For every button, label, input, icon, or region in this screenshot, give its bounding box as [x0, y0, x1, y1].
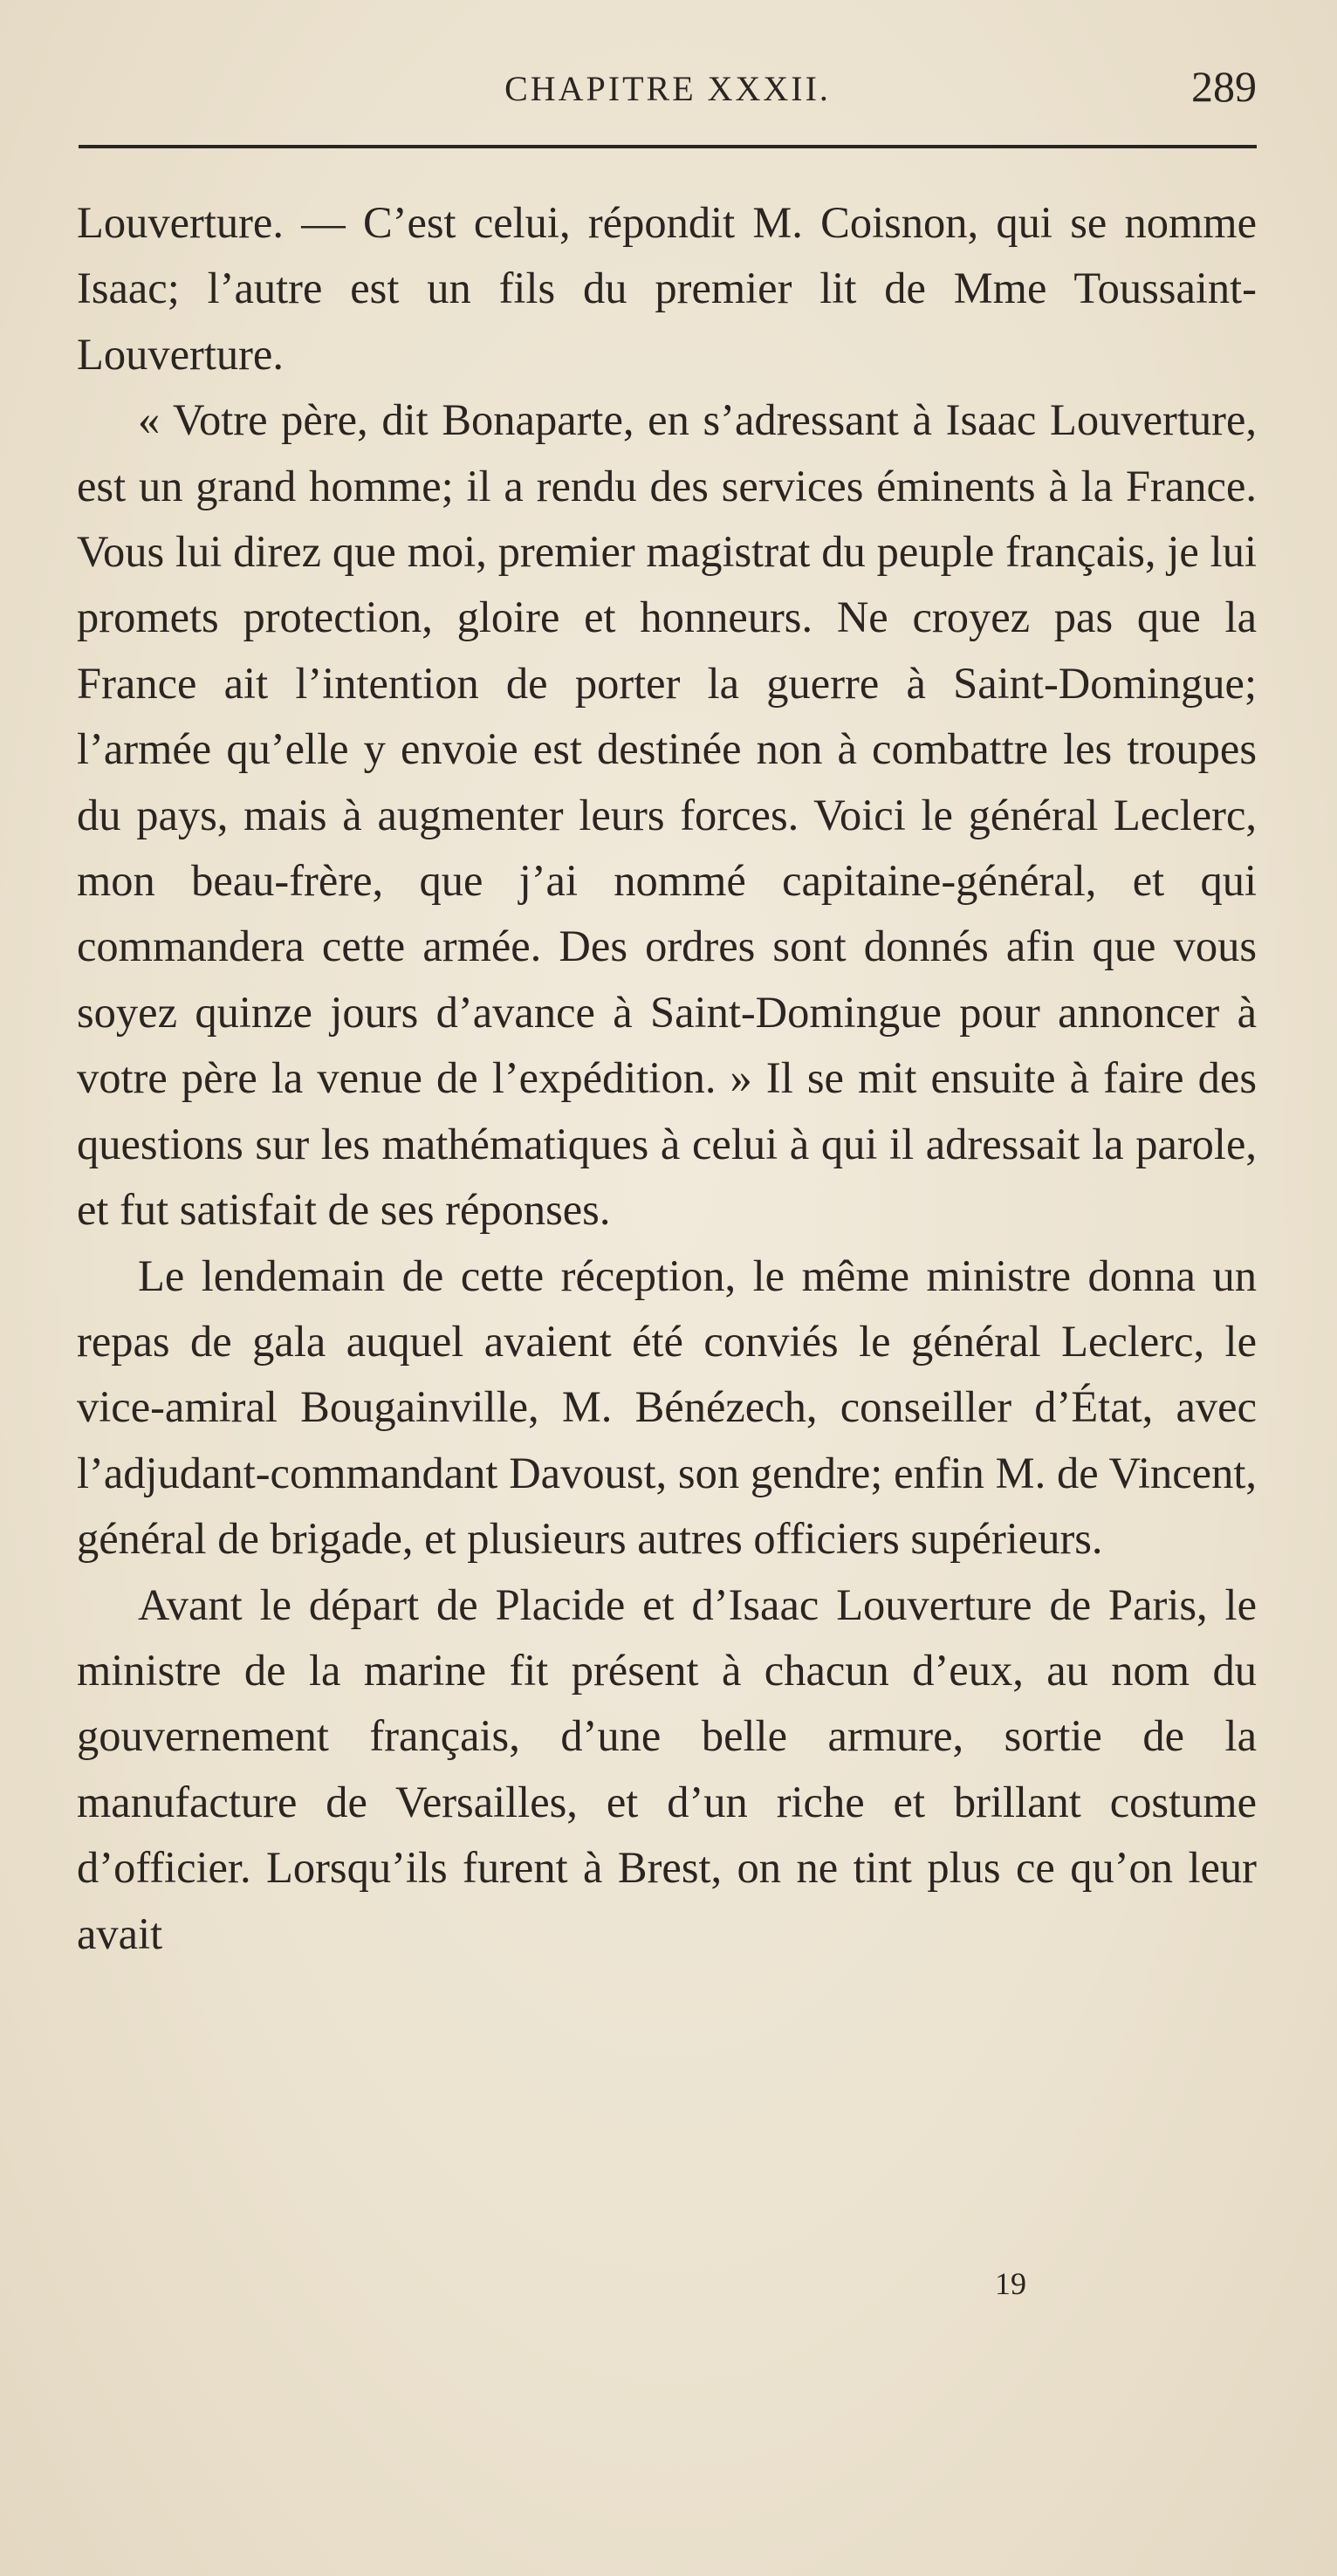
page-header	[79, 61, 1257, 113]
body-text	[77, 190, 1257, 1967]
paragraph-4: Avant le départ de Placide et d’Isaac Louverture de Paris, le ministre de la marine fit présent à chacun d’eux, au nom du gouvernement français, d’une belle armure, sortie de la manufacture de Versailles, et d’un riche et brillant costume d’officier. Lorsqu’ils furent à Brest, on ne tint plus ce qu’on leur avait	[77, 1579, 1257, 1958]
paragraph-1: Louverture. — C’est celui, répondit M. Coisnon, qui se nomme Isaac; l’autre est un fils du premier lit de Mme Toussaint-Louverture.	[77, 198, 1257, 379]
header-rule	[79, 145, 1257, 148]
signature-mark: 19	[995, 2266, 1026, 2301]
running-head: CHAPITRE XXXII.	[504, 69, 831, 108]
paragraph-3: Le lendemain de cette réception, le même ministre donna un repas de gala auquel avaient été conviés le général Leclerc, le vice-amiral Bougainville, M. Bénézech, conseiller d’État, avec l’adjudant-commandant Davoust, son gendre; enfin M. de Vincent, général de brigade, et plusieurs autres officiers supérieurs.	[77, 1250, 1257, 1564]
paragraph-2: « Votre père, dit Bonaparte, en s’adressant à Isaac Louverture, est un grand homme; il a rendu des services éminents à la France. Vous lui direz que moi, premier magistrat du peuple français, je lui promets protection, gloire et honneurs. Ne croyez pas que la France ait l’intention de porter la guerre à Saint-Domingue; l’armée qu’elle y envoie est destinée non à combattre les troupes du pays, mais à augmenter leurs forces. Voici le général Leclerc, mon beau-frère, que j’ai nommé capitaine-général, et qui commandera cette armée. Des ordres sont donnés afin que vous soyez quinze jours d’avance à Saint-Domingue pour annoncer à votre père la venue de l’expédition. » Il se mit ensuite à faire des questions sur les mathématiques à celui à qui il adressait la parole, et fut satisfait de ses réponses.	[77, 395, 1257, 1235]
page-number: 289	[1191, 62, 1257, 111]
